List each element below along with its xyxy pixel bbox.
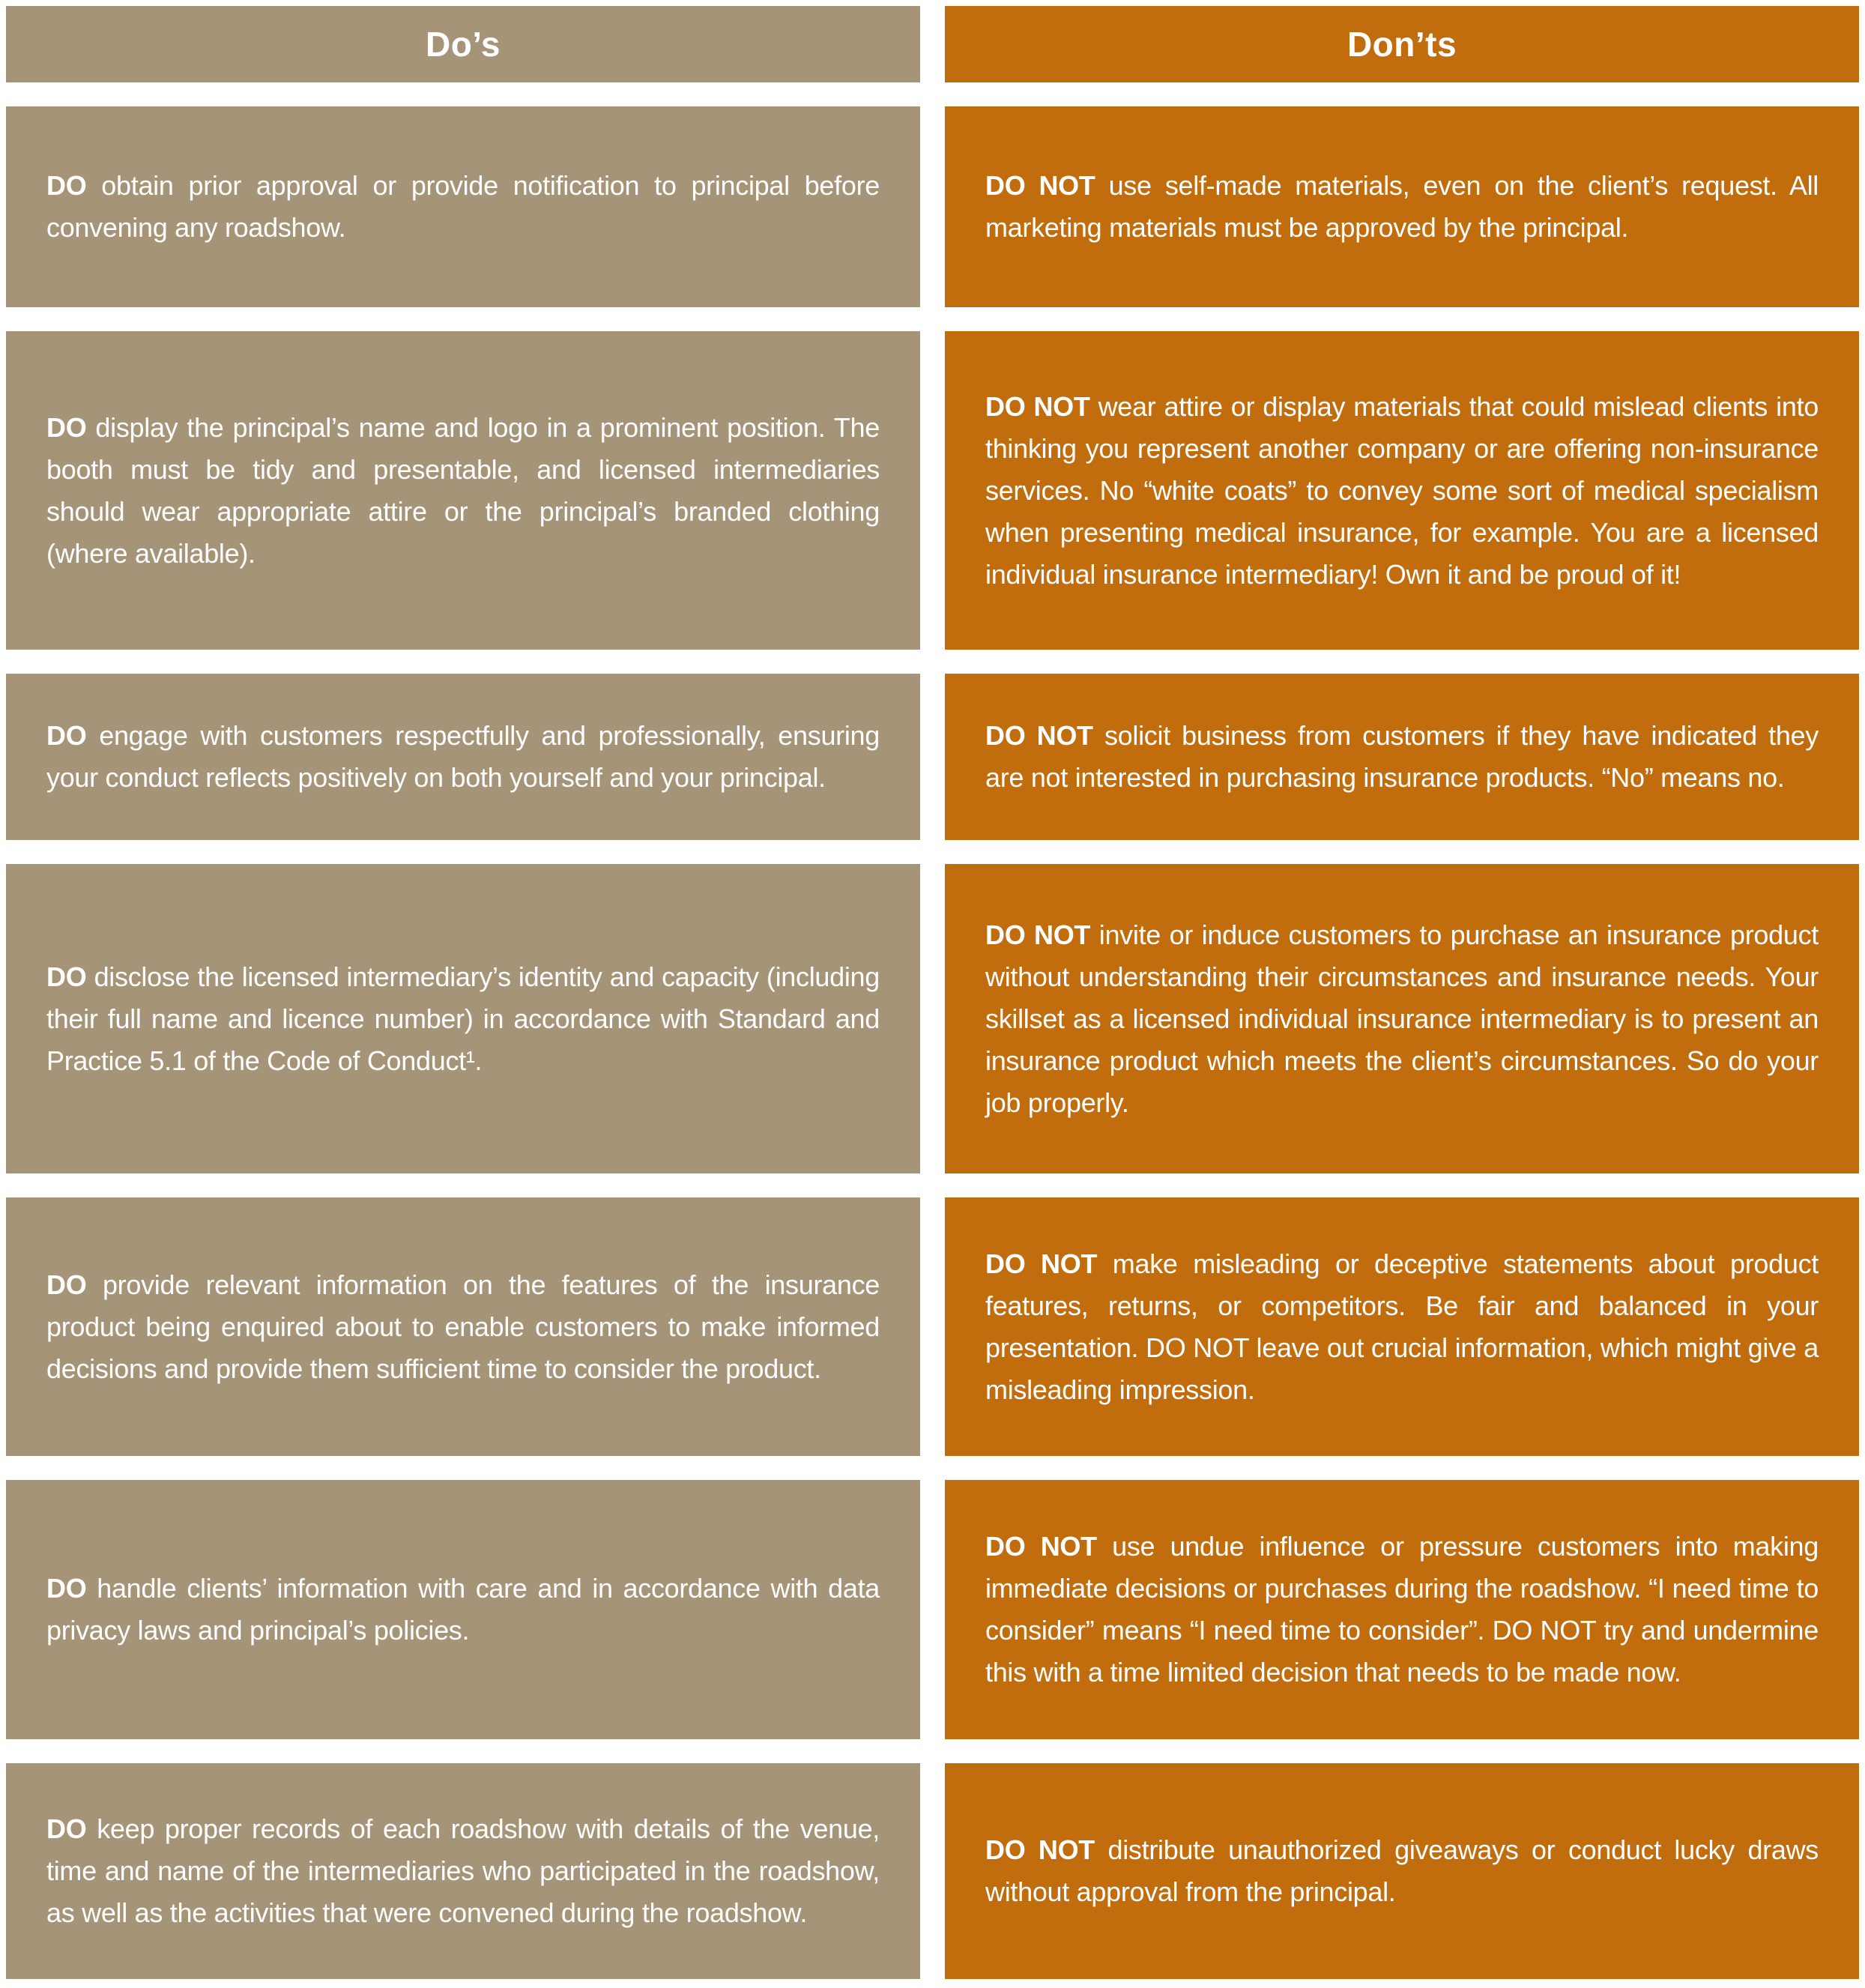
- donts-header-label: Don’ts: [1346, 25, 1457, 64]
- dos-cell-1: [6, 106, 920, 307]
- donts-cell-1: [945, 106, 1859, 307]
- cell-body-text: wear attire or display materials that could mislead clients into thinking you represent another company or are offering non-insurance services. No “white coats” to convey some sort of medical specialism when presenting medical insurance, for example. You are a licensed individual insurance intermediary! Own it and be proud of it!: [985, 390, 1819, 590]
- dos-cell-3: [6, 674, 920, 840]
- cell-body-text: obtain prior approval or provide notification to principal before convening any roadshow.: [46, 170, 880, 243]
- dos-cell-7: [6, 1763, 920, 1979]
- cell-body-text: handle clients’ information with care and in accordance with data privacy laws and principal’s policies.: [46, 1573, 880, 1646]
- cell-text: [46, 1568, 880, 1652]
- donts-cell-7: [945, 1763, 1859, 1979]
- cell-body-text: solicit business from customers if they have indicated they are not interested in purchasing insurance products. “No” means no.: [985, 720, 1819, 793]
- cell-text: [985, 914, 1819, 1124]
- cell-text: [985, 386, 1819, 596]
- cell-body-text: use self-made materials, even on the client’s request. All marketing materials must be approved by the principal.: [985, 170, 1819, 243]
- donts-cell-4: [945, 864, 1859, 1173]
- cell-body-text: distribute unauthorized giveaways or conduct lucky draws without approval from the principal.: [985, 1834, 1819, 1907]
- cell-body-text: display the principal’s name and logo in a prominent position. The booth must be tidy and presentable, and licensed intermediaries should wear appropriate attire or the principal’s branded clothing (where available).: [46, 411, 880, 569]
- cell-text: [46, 1264, 880, 1390]
- dos-column-header: [6, 6, 920, 82]
- dos-cell-4: [6, 864, 920, 1173]
- cell-body-text: provide relevant information on the features of the insurance product being enquired about to enable customers to make informed decisions and provide them sufficient time to consider the product.: [46, 1269, 880, 1384]
- do-lead-label: DO: [46, 411, 87, 443]
- cell-body-text: disclose the licensed intermediary’s identity and capacity (including their full name and licence number) in accordance with Standard and Practice 5.1 of the Code of Conduct¹.: [46, 961, 880, 1076]
- cell-text: [46, 165, 880, 249]
- do-not-lead-label: DO NOT: [985, 919, 1091, 950]
- do-not-lead-label: DO NOT: [985, 1248, 1098, 1279]
- cell-text: [46, 715, 880, 799]
- do-lead-label: DO: [46, 720, 87, 751]
- dos-cell-6: [6, 1480, 920, 1739]
- cell-text: [46, 956, 880, 1082]
- do-not-lead-label: DO NOT: [985, 1531, 1097, 1562]
- do-lead-label: DO: [46, 170, 87, 201]
- cell-text: [46, 1808, 880, 1934]
- do-not-lead-label: DO NOT: [985, 1834, 1095, 1865]
- cell-text: [985, 1526, 1819, 1694]
- dos-header-label: Do’s: [426, 25, 501, 64]
- donts-cell-3: [945, 674, 1859, 840]
- do-lead-label: DO: [46, 1573, 87, 1604]
- cell-text: [985, 165, 1819, 249]
- do-lead-label: DO: [46, 1269, 87, 1300]
- cell-body-text: make misleading or deceptive statements about product features, returns, or competitors. Be fair and balanced in your presentation. DO NOT leave out crucial information, which might give a misleading impression.: [985, 1248, 1819, 1405]
- do-not-lead-label: DO NOT: [985, 170, 1095, 201]
- do-lead-label: DO: [46, 1813, 87, 1844]
- do-lead-label: DO: [46, 961, 87, 992]
- cell-body-text: keep proper records of each roadshow with details of the venue, time and name of the intermediaries who participated in the roadshow, as well as the activities that were convened during the roadshow.: [46, 1813, 880, 1928]
- dos-cell-5: [6, 1197, 920, 1456]
- do-not-lead-label: DO NOT: [985, 720, 1093, 751]
- cell-text: [46, 407, 880, 575]
- cell-body-text: use undue influence or pressure customers into making immediate decisions or purchases during the roadshow. “I need time to consider” means “I need time to consider”. DO NOT try and undermine this with a time limited decision that needs to be made now.: [985, 1531, 1819, 1688]
- cell-body-text: invite or induce customers to purchase an insurance product without understanding their circumstances and insurance needs. Your skillset as a licensed individual insurance intermediary is to present an insurance product which meets the client’s circumstances. So do your job properly.: [985, 919, 1819, 1118]
- dos-cell-2: [6, 331, 920, 650]
- donts-cell-2: [945, 331, 1859, 650]
- do-not-lead-label: DO NOT: [985, 390, 1090, 422]
- cell-text: [985, 1829, 1819, 1913]
- cell-text: [985, 715, 1819, 799]
- donts-column-header: [945, 6, 1859, 82]
- donts-cell-5: [945, 1197, 1859, 1456]
- cell-body-text: engage with customers respectfully and professionally, ensuring your conduct reflects positively on both yourself and your principal.: [46, 720, 880, 793]
- cell-text: [985, 1243, 1819, 1411]
- donts-cell-6: [945, 1480, 1859, 1739]
